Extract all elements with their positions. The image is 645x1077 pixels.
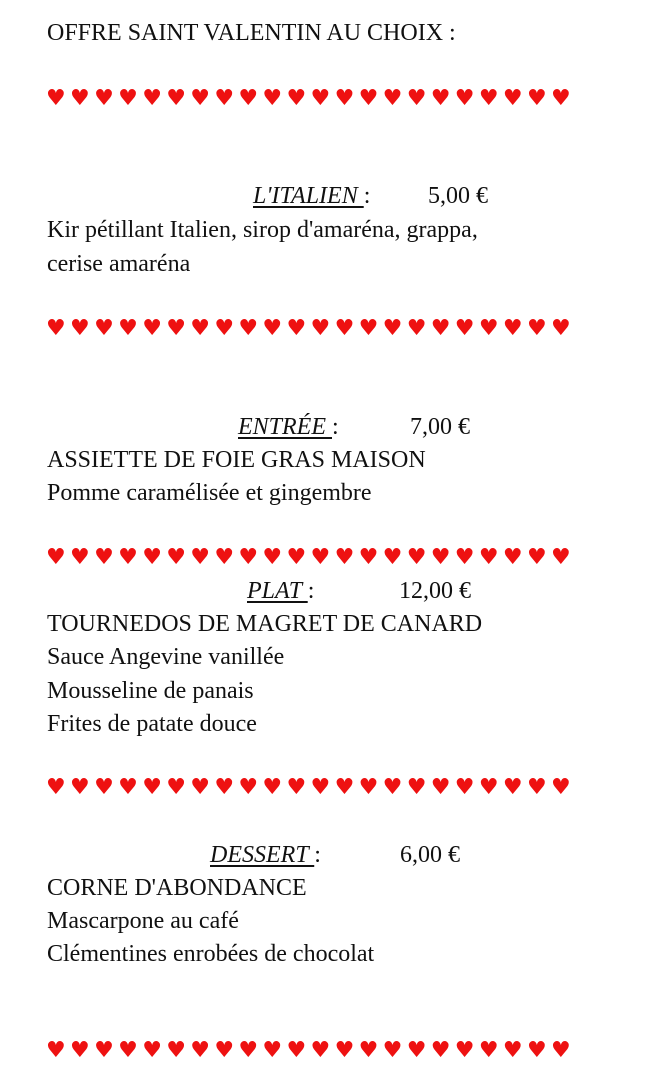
heart-icon: ♥ <box>94 86 114 111</box>
heart-icon: ♥ <box>166 1038 186 1063</box>
heart-icon: ♥ <box>94 545 114 570</box>
heart-icon: ♥ <box>502 316 523 341</box>
plat-line-1: TOURNEDOS DE MAGRET DE CANARD <box>47 611 483 637</box>
heart-icon: ♥ <box>406 775 427 800</box>
heart-icon: ♥ <box>94 316 114 341</box>
heart-icon: ♥ <box>190 316 211 341</box>
heart-icon: ♥ <box>286 316 307 341</box>
heart-icon: ♥ <box>286 1038 307 1063</box>
heart-icon: ♥ <box>430 775 451 800</box>
heart-icon: ♥ <box>262 775 283 800</box>
heart-icon: ♥ <box>214 545 235 570</box>
heart-icon: ♥ <box>70 1038 90 1063</box>
heart-icon: ♥ <box>382 1038 403 1063</box>
heart-icon: ♥ <box>118 545 138 570</box>
price-plat: 12,00 € <box>399 578 471 604</box>
heart-divider-2 <box>46 318 571 340</box>
heart-divider-3 <box>46 547 571 569</box>
heart-icon: ♥ <box>358 86 379 111</box>
heart-icon: ♥ <box>70 775 90 800</box>
heart-icon: ♥ <box>214 775 235 800</box>
offer-title: OFFRE SAINT VALENTIN AU CHOIX : <box>47 20 456 46</box>
plat-line-4: Frites de patate douce <box>47 711 257 737</box>
heart-icon: ♥ <box>502 545 523 570</box>
heart-icon: ♥ <box>310 545 331 570</box>
heart-icon: ♥ <box>358 775 379 800</box>
heart-icon: ♥ <box>166 86 186 111</box>
heart-icon: ♥ <box>94 775 114 800</box>
dessert-line-2: Mascarpone au café <box>47 908 239 934</box>
heart-icon: ♥ <box>118 1038 138 1063</box>
price-entree: 7,00 € <box>410 414 470 440</box>
heart-icon: ♥ <box>526 86 547 111</box>
italien-line-2: cerise amaréna <box>47 251 191 277</box>
heart-icon: ♥ <box>46 545 66 570</box>
heart-divider-5 <box>46 1040 571 1062</box>
section-heading-entree <box>238 413 339 441</box>
dessert-line-1: CORNE D'ABONDANCE <box>47 875 307 901</box>
heart-icon: ♥ <box>166 775 186 800</box>
heart-icon: ♥ <box>286 775 307 800</box>
heart-icon: ♥ <box>310 86 331 111</box>
heart-icon: ♥ <box>286 545 307 570</box>
section-name-dessert: DESSERT <box>210 842 315 868</box>
heart-icon: ♥ <box>382 545 403 570</box>
heart-icon: ♥ <box>70 316 90 341</box>
heart-icon: ♥ <box>406 1038 427 1063</box>
heart-icon: ♥ <box>334 1038 355 1063</box>
heart-icon: ♥ <box>166 545 186 570</box>
heart-icon: ♥ <box>502 86 523 111</box>
plat-line-3: Mousseline de panais <box>47 678 254 704</box>
heart-icon: ♥ <box>190 86 211 111</box>
heart-icon: ♥ <box>358 545 379 570</box>
dessert-line-3: Clémentines enrobées de chocolat <box>47 941 375 967</box>
heart-icon: ♥ <box>238 775 259 800</box>
heart-icon: ♥ <box>190 1038 211 1063</box>
section-name-italien: L'ITALIEN <box>253 183 364 209</box>
heart-icon: ♥ <box>310 775 331 800</box>
heart-icon: ♥ <box>502 1038 523 1063</box>
heart-icon: ♥ <box>46 775 66 800</box>
heart-icon: ♥ <box>238 545 259 570</box>
heart-icon: ♥ <box>430 86 451 111</box>
heart-icon: ♥ <box>142 545 162 570</box>
section-heading-plat <box>247 577 314 605</box>
heart-icon: ♥ <box>118 775 138 800</box>
section-colon-plat: : <box>307 578 315 604</box>
heart-icon: ♥ <box>190 545 211 570</box>
heart-icon: ♥ <box>70 86 90 111</box>
heart-icon: ♥ <box>214 1038 235 1063</box>
heart-icon: ♥ <box>478 316 499 341</box>
heart-icon: ♥ <box>550 86 571 111</box>
heart-icon: ♥ <box>478 545 499 570</box>
heart-icon: ♥ <box>454 545 475 570</box>
heart-icon: ♥ <box>286 86 307 111</box>
heart-icon: ♥ <box>238 86 259 111</box>
heart-icon: ♥ <box>430 545 451 570</box>
heart-icon: ♥ <box>214 86 235 111</box>
heart-icon: ♥ <box>334 775 355 800</box>
heart-icon: ♥ <box>478 86 499 111</box>
heart-icon: ♥ <box>526 545 547 570</box>
heart-icon: ♥ <box>238 316 259 341</box>
heart-icon: ♥ <box>70 545 90 570</box>
heart-icon: ♥ <box>550 775 571 800</box>
heart-icon: ♥ <box>550 545 571 570</box>
heart-icon: ♥ <box>526 775 547 800</box>
section-heading-italien <box>253 182 370 210</box>
heart-divider-4 <box>46 777 571 799</box>
entree-line-1: ASSIETTE DE FOIE GRAS MAISON <box>47 447 426 473</box>
section-name-entree: ENTRÉE <box>238 414 332 440</box>
section-colon-dessert: : <box>314 842 321 868</box>
heart-icon: ♥ <box>262 545 283 570</box>
section-heading-dessert <box>210 841 321 869</box>
heart-icon: ♥ <box>46 86 66 111</box>
heart-icon: ♥ <box>334 545 355 570</box>
heart-icon: ♥ <box>406 86 427 111</box>
heart-icon: ♥ <box>46 316 66 341</box>
heart-icon: ♥ <box>526 1038 547 1063</box>
heart-icon: ♥ <box>262 1038 283 1063</box>
heart-icon: ♥ <box>118 86 138 111</box>
price-italien: 5,00 € <box>428 183 488 209</box>
italien-line-1: Kir pétillant Italien, sirop d'amaréna, grappa, <box>47 217 478 243</box>
heart-icon: ♥ <box>478 1038 499 1063</box>
section-name-plat: PLAT <box>247 578 308 604</box>
heart-icon: ♥ <box>454 775 475 800</box>
heart-icon: ♥ <box>46 1038 66 1063</box>
heart-icon: ♥ <box>334 86 355 111</box>
heart-divider-1 <box>46 88 571 110</box>
heart-icon: ♥ <box>454 86 475 111</box>
heart-icon: ♥ <box>310 316 331 341</box>
heart-icon: ♥ <box>430 1038 451 1063</box>
heart-icon: ♥ <box>550 316 571 341</box>
section-colon-entree: : <box>332 414 339 440</box>
heart-icon: ♥ <box>382 316 403 341</box>
heart-icon: ♥ <box>454 316 475 341</box>
heart-icon: ♥ <box>262 86 283 111</box>
heart-icon: ♥ <box>94 1038 114 1063</box>
heart-icon: ♥ <box>310 1038 331 1063</box>
heart-icon: ♥ <box>430 316 451 341</box>
section-colon-italien: : <box>363 183 371 209</box>
heart-icon: ♥ <box>526 316 547 341</box>
heart-icon: ♥ <box>214 316 235 341</box>
heart-icon: ♥ <box>142 1038 162 1063</box>
heart-icon: ♥ <box>334 316 355 341</box>
plat-line-2: Sauce Angevine vanillée <box>47 644 285 670</box>
heart-icon: ♥ <box>550 1038 571 1063</box>
heart-icon: ♥ <box>142 86 162 111</box>
heart-icon: ♥ <box>142 775 162 800</box>
heart-icon: ♥ <box>454 1038 475 1063</box>
heart-icon: ♥ <box>262 316 283 341</box>
heart-icon: ♥ <box>166 316 186 341</box>
heart-icon: ♥ <box>358 316 379 341</box>
heart-icon: ♥ <box>406 316 427 341</box>
heart-icon: ♥ <box>190 775 211 800</box>
heart-icon: ♥ <box>142 316 162 341</box>
heart-icon: ♥ <box>358 1038 379 1063</box>
heart-icon: ♥ <box>478 775 499 800</box>
entree-line-2: Pomme caramélisée et gingembre <box>47 480 372 506</box>
heart-icon: ♥ <box>238 1038 259 1063</box>
heart-icon: ♥ <box>382 775 403 800</box>
heart-icon: ♥ <box>118 316 138 341</box>
heart-icon: ♥ <box>502 775 523 800</box>
heart-icon: ♥ <box>406 545 427 570</box>
heart-icon: ♥ <box>382 86 403 111</box>
price-dessert: 6,00 € <box>400 842 460 868</box>
